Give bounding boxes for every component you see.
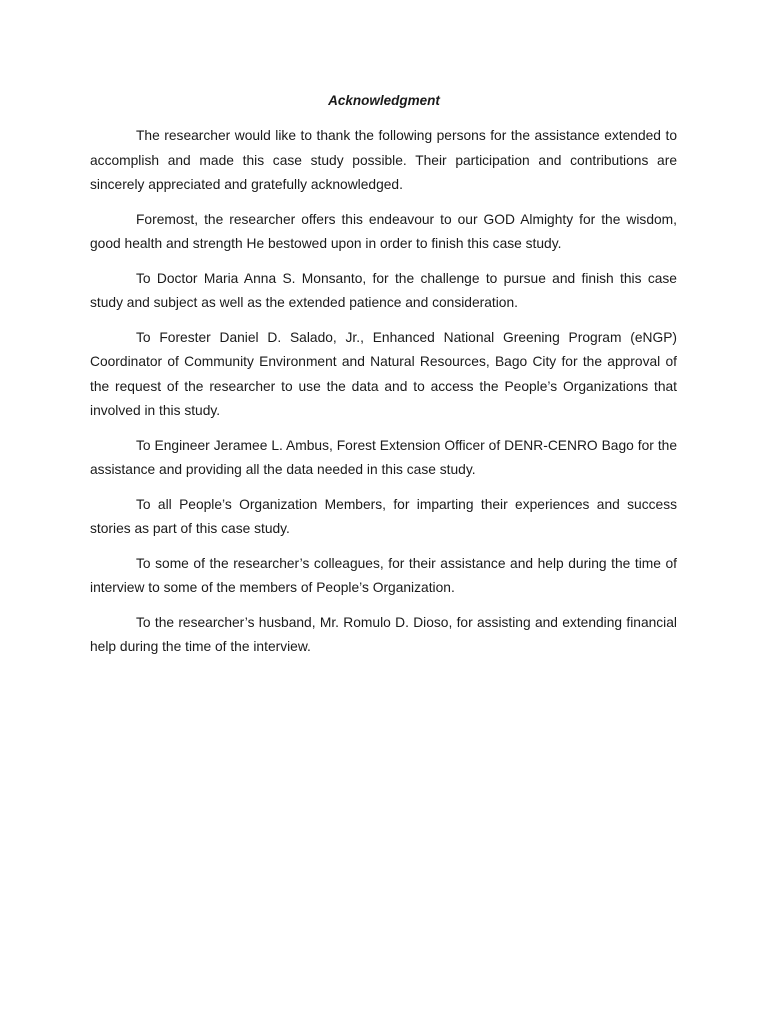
acknowledgment-body: [90, 124, 677, 670]
paragraph-husband: To the researcher’s husband, Mr. Romulo D. Dioso, for assisting and extending financial help during the time of the interview.: [90, 614, 677, 654]
paragraph-salado: To Forester Daniel D. Salado, Jr., Enhanced National Greening Program (eNGP) Coordinator of Community Environment and Natural Resources, Bago City for the approval of the request of the researcher to use the data and to access the People’s Organizations that involved in this study.: [90, 329, 677, 418]
paragraph-colleagues: To some of the researcher’s colleagues, for their assistance and help during the time of interview to some of the members of People’s Organization.: [90, 555, 677, 595]
paragraph-monsanto: To Doctor Maria Anna S. Monsanto, for the challenge to pursue and finish this case study and subject as well as the extended patience and consideration.: [90, 270, 677, 310]
paragraph-ambus: To Engineer Jeramee L. Ambus, Forest Extension Officer of DENR-CENRO Bago for the assistance and providing all the data needed in this case study.: [90, 437, 677, 477]
page-title: Acknowledgment: [328, 93, 440, 108]
paragraph-po-members: To all People’s Organization Members, for imparting their experiences and success stories as part of this case study.: [90, 496, 677, 536]
paragraph-intro: The researcher would like to thank the following persons for the assistance extended to accomplish and made this case study possible. Their participation and contributions are sincerely appreciated and gratefully acknowledged.: [90, 128, 677, 192]
paragraph-god: Foremost, the researcher offers this endeavour to our GOD Almighty for the wisdom, good health and strength He bestowed upon in order to finish this case study.: [90, 211, 677, 251]
